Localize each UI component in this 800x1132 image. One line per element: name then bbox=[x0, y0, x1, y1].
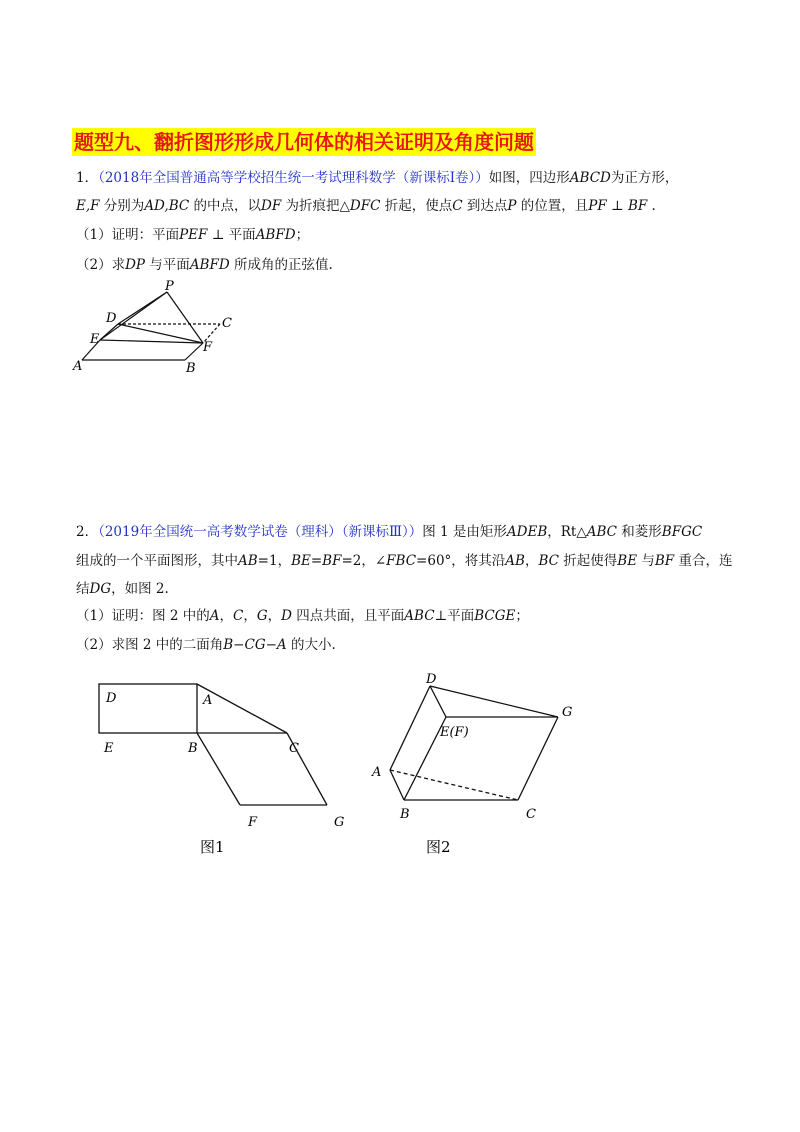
edge-AC-dashed bbox=[390, 770, 518, 800]
fig1-label-A: A bbox=[203, 693, 213, 708]
problem1-source: （2018年全国普通高等学校招生统一考试理科数学（新课标I卷）） bbox=[98, 170, 489, 186]
edge-AC bbox=[197, 684, 287, 733]
label-C: C bbox=[222, 316, 232, 331]
fig2-label-EF: E(F) bbox=[440, 725, 469, 740]
edge-AB bbox=[390, 770, 404, 800]
edge-DF bbox=[118, 324, 203, 343]
problem1-line1: 1．（2018年全国普通高等学校招生统一考试理科数学（新课标I卷））如图，四边形ABCD为正方形， bbox=[76, 170, 679, 186]
label-A: A bbox=[73, 359, 83, 374]
problem2-line3: 结DG，如图 2. bbox=[76, 581, 169, 597]
fig1-label-B: B bbox=[188, 741, 198, 756]
fig2-caption: 图2 bbox=[426, 838, 451, 856]
edge-DG bbox=[430, 686, 558, 717]
fig1-label-F: F bbox=[248, 815, 258, 830]
problem2-line1: 2．（2019年全国统一高考数学试卷（理科）（新课标Ⅲ））图 1 是由矩形ADEB，Rt△ABC 和菱形BFGC bbox=[76, 524, 703, 540]
problem2-figure1 bbox=[90, 670, 370, 870]
fig2-label-A: A bbox=[372, 765, 382, 780]
fig1-label-C: C bbox=[289, 741, 299, 756]
problem1-question2: （2）求DP 与平面ABFD 所成角的正弦值. bbox=[76, 257, 333, 273]
problem2-question1: （1）证明：图 2 中的A，C，G，D 四点共面，且平面ABC⊥平面BCGE； bbox=[76, 608, 529, 624]
edge-DE bbox=[430, 686, 446, 717]
problem1-line2: E,F 分别为AD,BC 的中点，以DF 为折痕把△DFC 折起，使点C 到达点P 的位置，且PF ⊥ BF . bbox=[76, 198, 656, 214]
edge-BF bbox=[197, 733, 240, 805]
problem2-source: （2019年全国统一高考数学试卷（理科）（新课标Ⅲ）） bbox=[98, 524, 423, 540]
problem2-line2: 组成的一个平面图形，其中AB=1，BE=BF=2，∠FBC=60°，将其沿AB，BC 折起使得BE 与BF 重合，连 bbox=[76, 553, 733, 569]
label-P: P bbox=[165, 279, 174, 294]
fig1-caption: 图1 bbox=[200, 838, 225, 856]
problem1-figure bbox=[70, 278, 240, 378]
fig2-label-C: C bbox=[526, 807, 536, 822]
label-B: B bbox=[186, 361, 196, 376]
edge-DA bbox=[390, 686, 430, 770]
fig1-label-E: E bbox=[104, 741, 114, 756]
problem1-number: 1． bbox=[76, 170, 99, 186]
fig1-label-D: D bbox=[106, 691, 117, 706]
fig2-label-B: B bbox=[400, 807, 410, 822]
label-D: D bbox=[106, 311, 117, 326]
fig1-label-G: G bbox=[334, 815, 345, 830]
edge-GC bbox=[518, 717, 558, 800]
label-F: F bbox=[203, 340, 213, 355]
problem1-question1: （1）证明：平面PEF ⊥ 平面ABFD； bbox=[76, 227, 310, 243]
edge-PF bbox=[167, 292, 203, 343]
problem2-question2: （2）求图 2 中的二面角B−CG−A 的大小. bbox=[76, 637, 336, 653]
problem2-figure2 bbox=[360, 668, 600, 868]
section-heading: 题型九、翻折图形形成几何体的相关证明及角度问题 bbox=[74, 130, 534, 154]
fig2-label-D: D bbox=[426, 672, 437, 687]
label-E: E bbox=[90, 332, 100, 347]
edge-EF bbox=[100, 340, 203, 343]
fig2-label-G: G bbox=[562, 705, 573, 720]
edge-FB bbox=[185, 343, 203, 360]
